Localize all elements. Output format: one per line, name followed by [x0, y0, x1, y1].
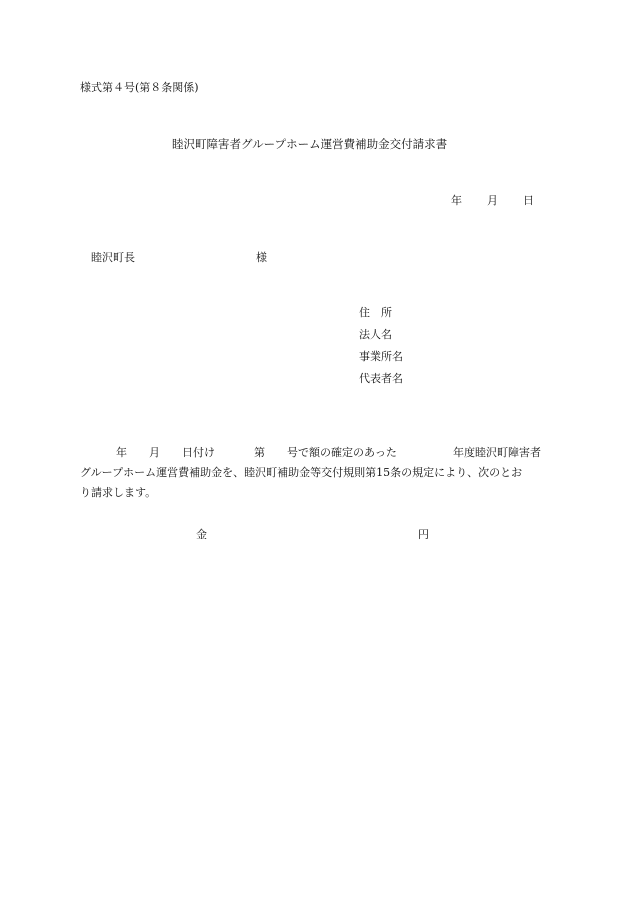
- applicant-address-label: 住 所: [359, 306, 392, 319]
- body-tail-text: 年度睦沢町障害者: [453, 446, 541, 459]
- applicant-office-label: 事業所名: [359, 350, 403, 363]
- body-dai-label: 第: [254, 446, 265, 459]
- applicant-corporation-label: 法人名: [359, 328, 392, 341]
- amount-unit: 円: [418, 528, 429, 541]
- body-rest-text: 号で額の確定のあった: [287, 446, 397, 459]
- addressee-name: 睦沢町長: [91, 251, 135, 264]
- applicant-representative-label: 代表者名: [359, 372, 403, 385]
- body-year-label: 年: [116, 446, 127, 459]
- form-number: 様式第４号(第８条関係): [80, 81, 199, 94]
- document-title: 睦沢町障害者グループホーム運営費補助金交付請求書: [172, 137, 448, 151]
- date-day-label: 日: [523, 194, 534, 207]
- amount-label: 金: [196, 528, 207, 541]
- date-month-label: 月: [487, 194, 498, 207]
- body-line-2: グループホーム運営費補助金を、睦沢町補助金等交付規則第15条の規定により、次のとお: [80, 466, 523, 479]
- body-line-3: り請求します。: [80, 486, 157, 499]
- body-dated-label: 日付け: [182, 446, 215, 459]
- date-year-label: 年: [451, 194, 462, 207]
- addressee-honorific: 様: [256, 251, 267, 264]
- body-month-label: 月: [149, 446, 160, 459]
